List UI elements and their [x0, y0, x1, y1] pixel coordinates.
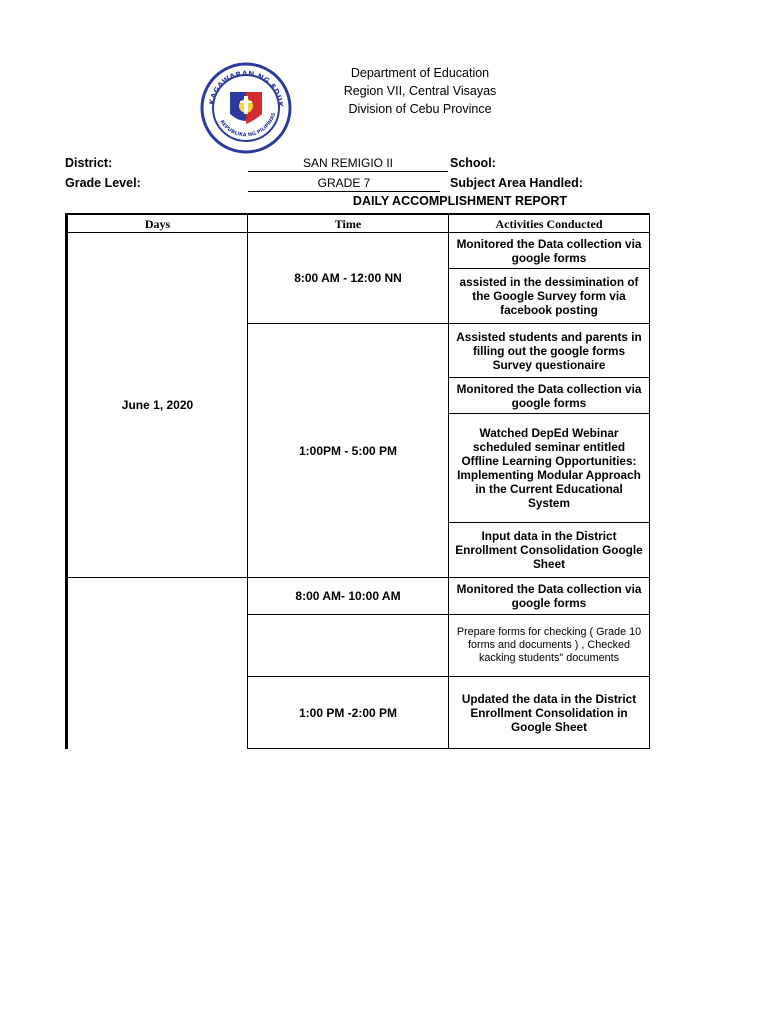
activity-cell: assisted in the dessimination of the Google Survey form via facebook posting — [448, 268, 650, 324]
deped-seal-logo — [200, 62, 292, 154]
subject-area-label: Subject Area Handled: — [450, 176, 583, 190]
activity-cell: Monitored the Data collection via google forms — [448, 577, 650, 615]
time-cell: 1:00PM - 5:00 PM — [247, 323, 449, 578]
division-name: Division of Cebu Province — [348, 102, 492, 116]
day-cell-empty — [65, 577, 248, 749]
time-cell-empty — [247, 614, 449, 677]
activity-cell: Monitored the Data collection via google forms — [448, 232, 650, 269]
activity-cell: Assisted students and parents in filling out the google forms Survey questionaire — [448, 323, 650, 378]
svg-text:KAGAWARAN NG EDUKASYON: KAGAWARAN NG EDUK — [207, 68, 286, 108]
time-cell: 1:00 PM -2:00 PM — [247, 676, 449, 749]
activity-cell: Updated the data in the District Enrollment Consolidation in Google Sheet — [448, 676, 650, 749]
activity-cell: Watched DepEd Webinar scheduled seminar entitled Offline Learning Opportunities: Implementing Modular Approach in the Current Educational System — [448, 413, 650, 523]
grade-level-value: GRADE 7 — [248, 176, 440, 192]
school-label: School: — [450, 156, 496, 170]
header-activities: Activities Conducted — [448, 213, 650, 233]
grade-level-label: Grade Level: — [65, 176, 141, 190]
header-days: Days — [65, 213, 248, 233]
activity-cell: Monitored the Data collection via google forms — [448, 377, 650, 414]
activity-cell: Prepare forms for checking ( Grade 10 forms and documents ) , Checked kacking students" documents — [448, 614, 650, 677]
svg-text:REPUBLIKA NG PILIPINAS: REPUBLIKA NG PILIPINAS — [218, 111, 278, 139]
department-name: Department of Education — [350, 66, 490, 80]
time-cell: 8:00 AM - 12:00 NN — [247, 232, 449, 324]
district-value: SAN REMIGIO II — [248, 156, 448, 172]
region-name: Region VII, Central Visayas — [343, 84, 497, 98]
day-cell: June 1, 2020 — [65, 232, 248, 578]
report-title: DAILY ACCOMPLISHMENT REPORT — [352, 194, 568, 208]
district-label: District: — [65, 156, 113, 170]
header-time: Time — [247, 213, 449, 233]
time-cell: 8:00 AM- 10:00 AM — [247, 577, 449, 615]
activity-cell: Input data in the District Enrollment Consolidation Google Sheet — [448, 522, 650, 578]
